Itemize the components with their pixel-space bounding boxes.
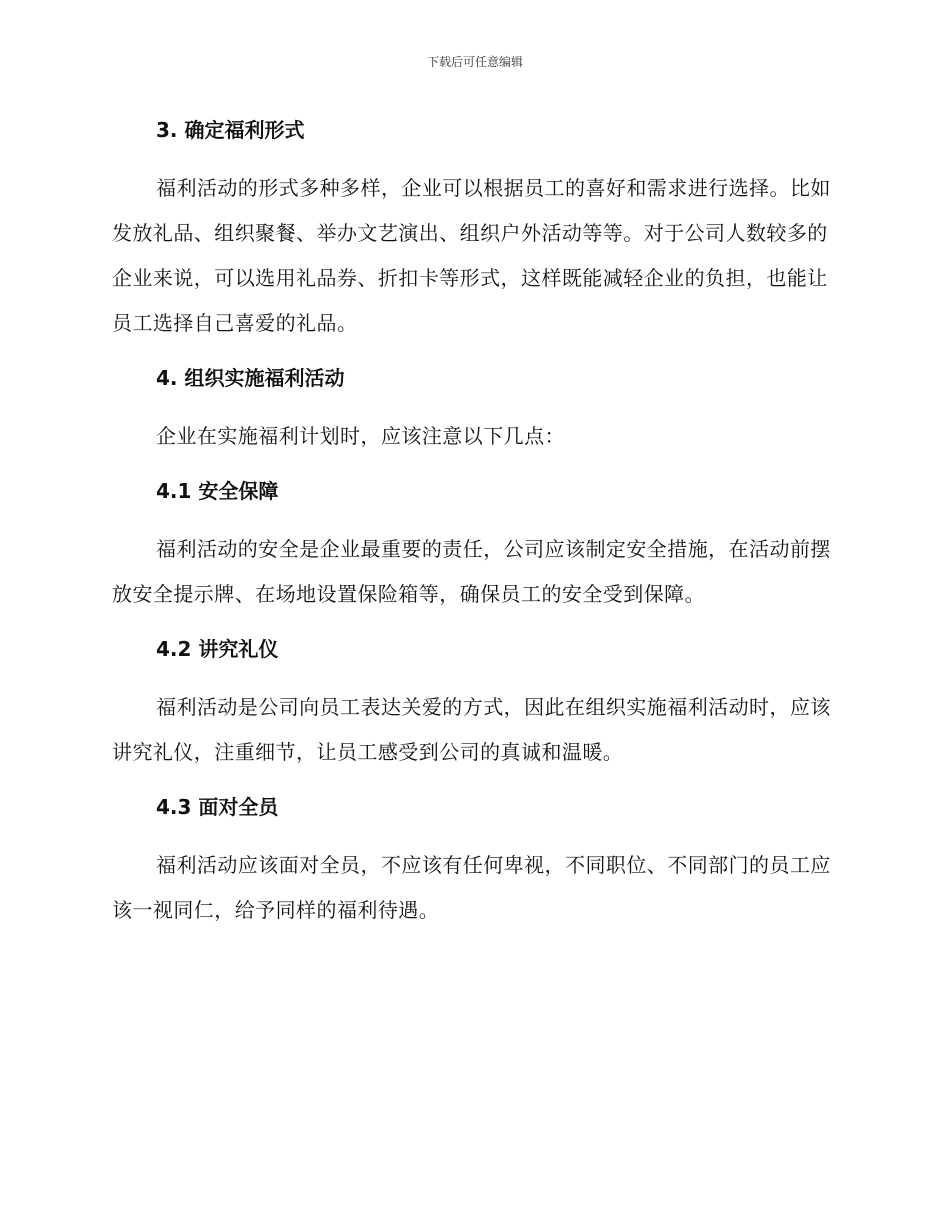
- section-heading-3: 3. 确定福利形式: [156, 118, 305, 142]
- section-paragraph-3: 福利活动的形式多种多样，企业可以根据员工的喜好和需求进行选择。比如发放礼品、组织聚餐、举办文艺演出、组织户外活动等等。对于公司人数较多的企业来说，可以选用礼品券、折扣卡等形式，这样既能减轻企业的负担，也能让员工选择自己喜爱的礼品。: [112, 176, 831, 335]
- document-body: [112, 108, 832, 933]
- page-header: 下载后可任意编辑: [426, 55, 523, 69]
- section-paragraph-4: 企业在实施福利计划时，应该注意以下几点：: [156, 424, 565, 448]
- section-paragraph-4-1: 福利活动的安全是企业最重要的责任，公司应该制定安全措施，在活动前摆放安全提示牌、在场地设置保险箱等，确保员工的安全受到保障。: [112, 537, 831, 606]
- section-heading-4-3: 4.3 面对全员: [156, 795, 279, 819]
- section-heading-4: 4. 组织实施福利活动: [156, 366, 345, 390]
- section-heading-4-1: 4.1 安全保障: [156, 479, 279, 503]
- section-heading-4-2: 4.2 讲究礼仪: [156, 637, 279, 661]
- section-paragraph-4-3: 福利活动应该面对全员，不应该有任何卑视，不同职位、不同部门的员工应该一视同仁，给予同样的福利待遇。: [112, 853, 831, 922]
- section-paragraph-4-2: 福利活动是公司向员工表达关爱的方式，因此在组织实施福利活动时，应该讲究礼仪，注重细节，让员工感受到公司的真诚和温暖。: [112, 695, 831, 764]
